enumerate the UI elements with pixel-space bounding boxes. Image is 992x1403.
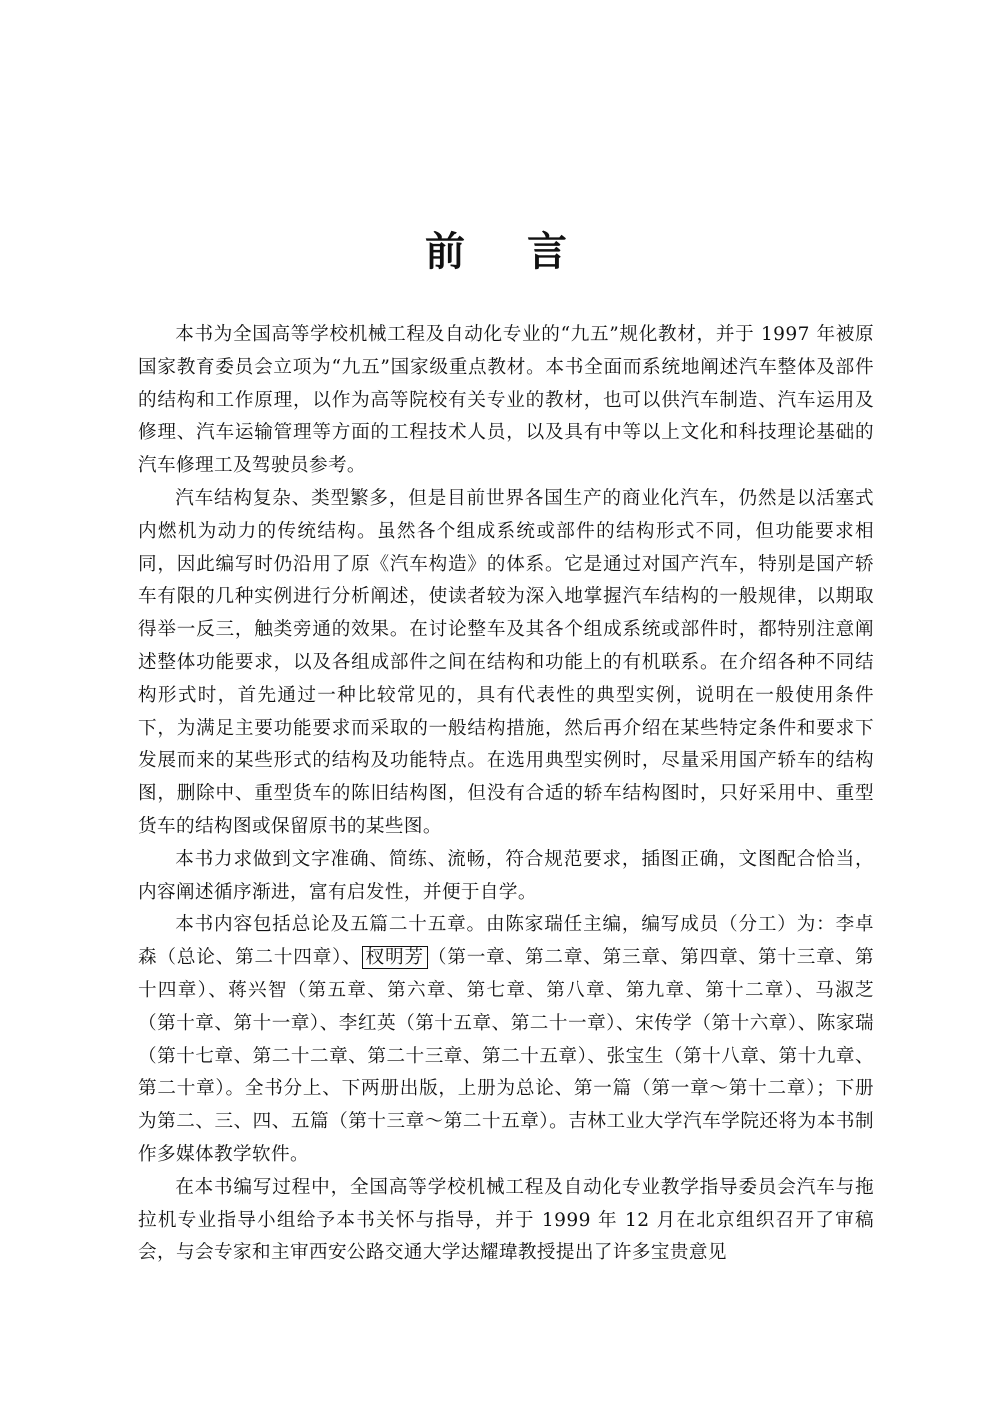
- paragraph-3: 本书力求做到文字准确、简练、流畅，符合规范要求，插图正确，文图配合恰当，内容阐述循序渐进，富有启发性，并便于自学。: [138, 848, 874, 903]
- title-char-2: 言: [527, 229, 567, 275]
- paragraph-2: 汽车结构复杂、类型繁多，但是目前世界各国生产的商业化汽车，仍然是以活塞式内燃机为动力的传统结构。虽然各个组成系统或部件的结构形式不同，但功能要求相同，因此编写时仍沿用了原《汽车构造》的体系。它是通过对国产汽车，特别是国产轿车有限的几种实例进行分析阐述，使读者较为深入地掌握汽车结构的一般规律，以期取得举一反三，触类旁通的效果。在讨论整车及其各个组成系统或部件时，都特别注意阐述整体功能要求，以及各组成部件之间在结构和功能上的有机联系。在介绍各种不同结构形式时，首先通过一种比较常见的，具有代表性的典型实例，说明在一般使用条件下，为满足主要功能要求而采取的一般结构措施，然后再介绍在某些特定条件和要求下发展而来的某些形式的结构及功能特点。在选用典型实例时，尽量采用国产轿车的结构图，删除中、重型货车的陈旧结构图，但没有合适的轿车结构图时，只好采用中、重型货车的结构图或保留原书的某些图。: [138, 487, 874, 837]
- preface-body: [138, 319, 874, 1270]
- title-char-1: 前: [425, 229, 465, 275]
- paragraph-4-start: 本书内容包括总论及五篇二十五章。由陈家瑞任主编，编写成员（分工）为：李卓森（总论、第二十四章）、: [138, 914, 874, 969]
- boxed-author-name: 杈明芳: [362, 946, 428, 969]
- paragraph-5: 在本书编写过程中，全国高等学校机械工程及自动化专业教学指导委员会汽车与拖拉机专业指导小组给予本书关怀与指导，并于 1999 年 12 月在北京组织召开了审稿会，与会专家和主审西安公路交通大学达耀瑋教授提出了许多宝贵意见: [138, 1176, 874, 1264]
- paragraph-4-end: （第一章、第二章、第三章、第四章、第十三章、第十四章）、蒋兴智（第五章、第六章、第七章、第八章、第九章、第十二章）、马淑芝（第十章、第十一章）、李红英（第十五章、第二十一章）、宋传学（第十六章）、陈家瑞（第十七章、第二十二章、第二十三章、第二十五章）、张宝生（第十八章、第十九章、第二十章）。全书分上、下两册出版，上册为总论、第一篇（第一章～第十二章）；下册为第二、三、四、五篇（第十三章～第二十五章）。吉林工业大学汽车学院还将为本书制作多媒体教学软件。: [138, 947, 875, 1165]
- paragraph-1: 本书为全国高等学校机械工程及自动化专业的“九五”规化教材，并于 1997 年被原国家教育委员会立项为“九五”国家级重点教材。本书全面而系统地阐述汽车整体及部件的结构和工作原理，以作为高等院校有关专业的教材，也可以供汽车制造、汽车运用及修理、汽车运输管理等方面的工程技术人员，以及具有中等以上文化和科技理论基础的汽车修理工及驾驶员参考。: [138, 324, 874, 477]
- page-title: [0, 228, 992, 276]
- paragraph-4: [138, 909, 874, 1171]
